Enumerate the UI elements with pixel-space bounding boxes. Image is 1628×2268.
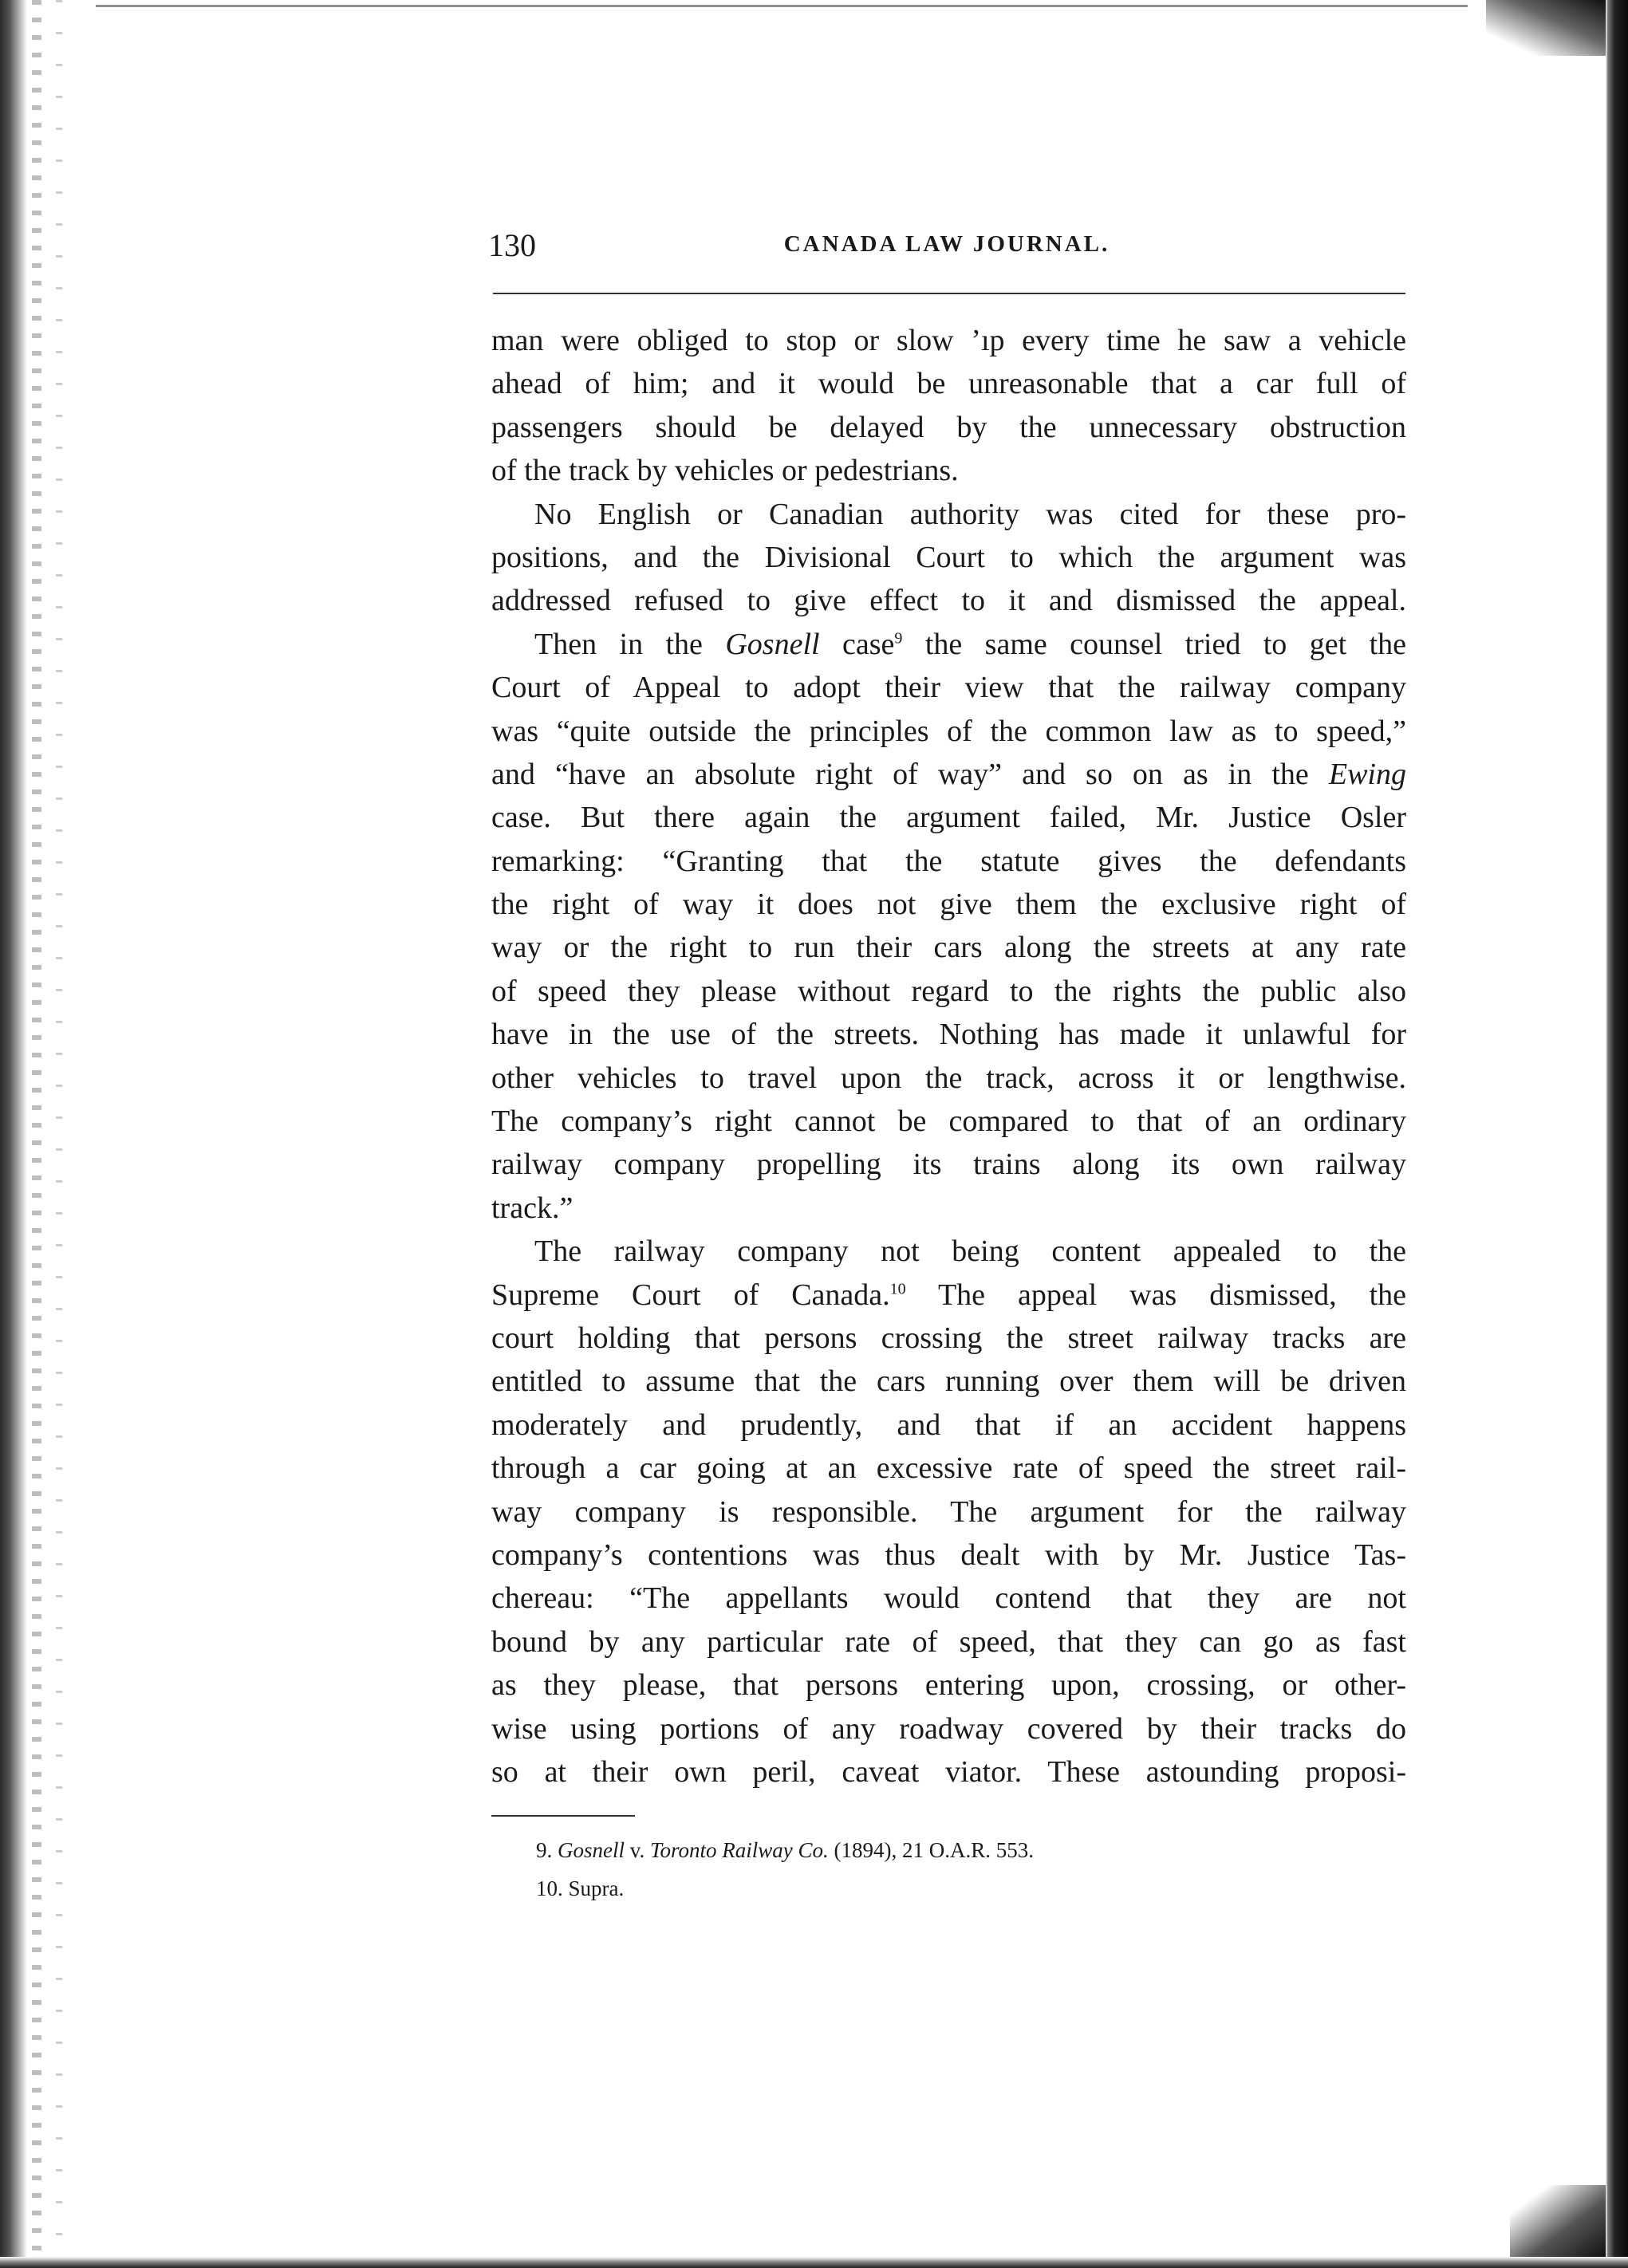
text-run: Then in the — [534, 627, 726, 661]
text-line: man were obliged to stop or slow ’ıp every time he saw a vehicle — [491, 324, 1406, 357]
text-run: and “have an absolute right of way” and so on as in the — [491, 757, 1329, 791]
text-line: wise using portions of any roadway covered by their tracks do — [491, 1711, 1406, 1746]
text-line: No English or Canadian authority was cited for these pro- — [534, 497, 1406, 531]
scan-edge-left-speckle — [32, 0, 41, 2268]
text-line: bound by any particular rate of speed, that they can go as fast — [491, 1624, 1406, 1659]
text-line: chereau: “The appellants would contend that they are not — [491, 1581, 1406, 1616]
footnote-party-name: Toronto Railway Co. — [650, 1838, 829, 1862]
text-line: moderately and prudently, and that if an accident happens — [491, 1408, 1406, 1442]
footnote-number: 9. — [536, 1838, 553, 1862]
text-line: railway company propelling its trains along its own railway — [491, 1148, 1406, 1182]
header-rule — [493, 293, 1405, 294]
text-line: the right of way it does not give them the exclusive right of — [491, 888, 1406, 922]
scan-corner-top-right — [1486, 0, 1606, 56]
text-line — [491, 1274, 1406, 1317]
text-run: case — [819, 627, 895, 661]
body-text — [491, 319, 1406, 1794]
text-line: other vehicles to travel upon the track, across it or lengthwise. — [491, 1061, 1406, 1095]
footnote-case-name: Gosnell — [558, 1838, 625, 1862]
text-run: The appeal was dismissed, the — [905, 1278, 1406, 1312]
footnote-ref-10: 10 — [889, 1279, 906, 1297]
scan-top-line — [96, 5, 1468, 7]
text-line: track.” — [491, 1191, 574, 1225]
text-line: remarking: “Granting that the statute gives the defendants — [491, 844, 1406, 878]
text-line: company’s contentions was thus dealt with by Mr. Justice Tas- — [491, 1538, 1406, 1572]
text-line: court holding that persons crossing the street railway tracks are — [491, 1321, 1406, 1355]
text-run: Supreme Court of Canada. — [491, 1278, 890, 1312]
footnote-ref-9: 9 — [894, 629, 903, 648]
footnote-10: 10. Supra. — [536, 1876, 625, 1900]
text-line: entitled to assume that the cars running over them will be driven — [491, 1364, 1406, 1399]
running-head: CANADA LAW JOURNAL. — [783, 231, 1110, 257]
text-line: of the track by vehicles or pedestrians. — [491, 454, 959, 488]
text-line: case. But there again the argument failed, Mr. Justice Osler — [491, 801, 1406, 835]
text-run: v. — [625, 1838, 650, 1862]
text-line: as they please, that persons entering upon, crossing, or other- — [491, 1668, 1406, 1703]
scan-edge-right — [1606, 0, 1628, 2268]
text-line: through a car going at an excessive rate of speed the street rail- — [491, 1451, 1406, 1486]
text-line: of speed they please without regard to the rights the public also — [491, 974, 1406, 1008]
text-run: the same counsel tried to get the — [902, 627, 1406, 661]
text-line: addressed refused to give effect to it and dismissed the appeal. — [491, 584, 1406, 618]
scan-edge-bottom — [0, 2257, 1628, 2268]
text-line: The railway company not being content appealed to the — [534, 1234, 1406, 1269]
text-line: way or the right to run their cars along the streets at any rate — [491, 931, 1406, 965]
footnote-9 — [536, 1831, 1334, 1869]
text-line: Court of Appeal to adopt their view that the railway company — [491, 671, 1406, 705]
text-line: was “quite outside the principles of the common law as to speed,” — [491, 714, 1406, 748]
text-line: have in the use of the streets. Nothing has made it unlawful for — [491, 1018, 1406, 1052]
text-line: positions, and the Divisional Court to which the argument was — [491, 540, 1406, 574]
text-line — [491, 753, 1406, 796]
scan-corner-bottom-right — [1510, 2185, 1606, 2257]
case-name-gosnell: Gosnell — [725, 627, 820, 661]
footnotes — [536, 1831, 1334, 1908]
text-line: ahead of him; and it would be unreasonable that a car full of — [491, 367, 1406, 401]
scan-edge-left-speckle-2 — [56, 0, 62, 2268]
text-line: so at their own peril, caveat viator. These astounding proposi- — [491, 1754, 1406, 1789]
footnote-citation: (1894), 21 O.A.R. 553. — [828, 1838, 1035, 1862]
text-line — [491, 623, 1406, 666]
scan-edge-left — [0, 0, 27, 2268]
case-name-ewing: Ewing — [1328, 757, 1406, 791]
text-line: The company’s right cannot be compared to that of an ordinary — [491, 1104, 1406, 1139]
text-line: way company is responsible. The argument for the railway — [491, 1494, 1406, 1529]
page-header — [488, 226, 1405, 274]
footnote-rule — [491, 1815, 635, 1817]
page-number: 130 — [488, 227, 536, 263]
text-line: passengers should be delayed by the unnecessary obstruction — [491, 410, 1406, 444]
